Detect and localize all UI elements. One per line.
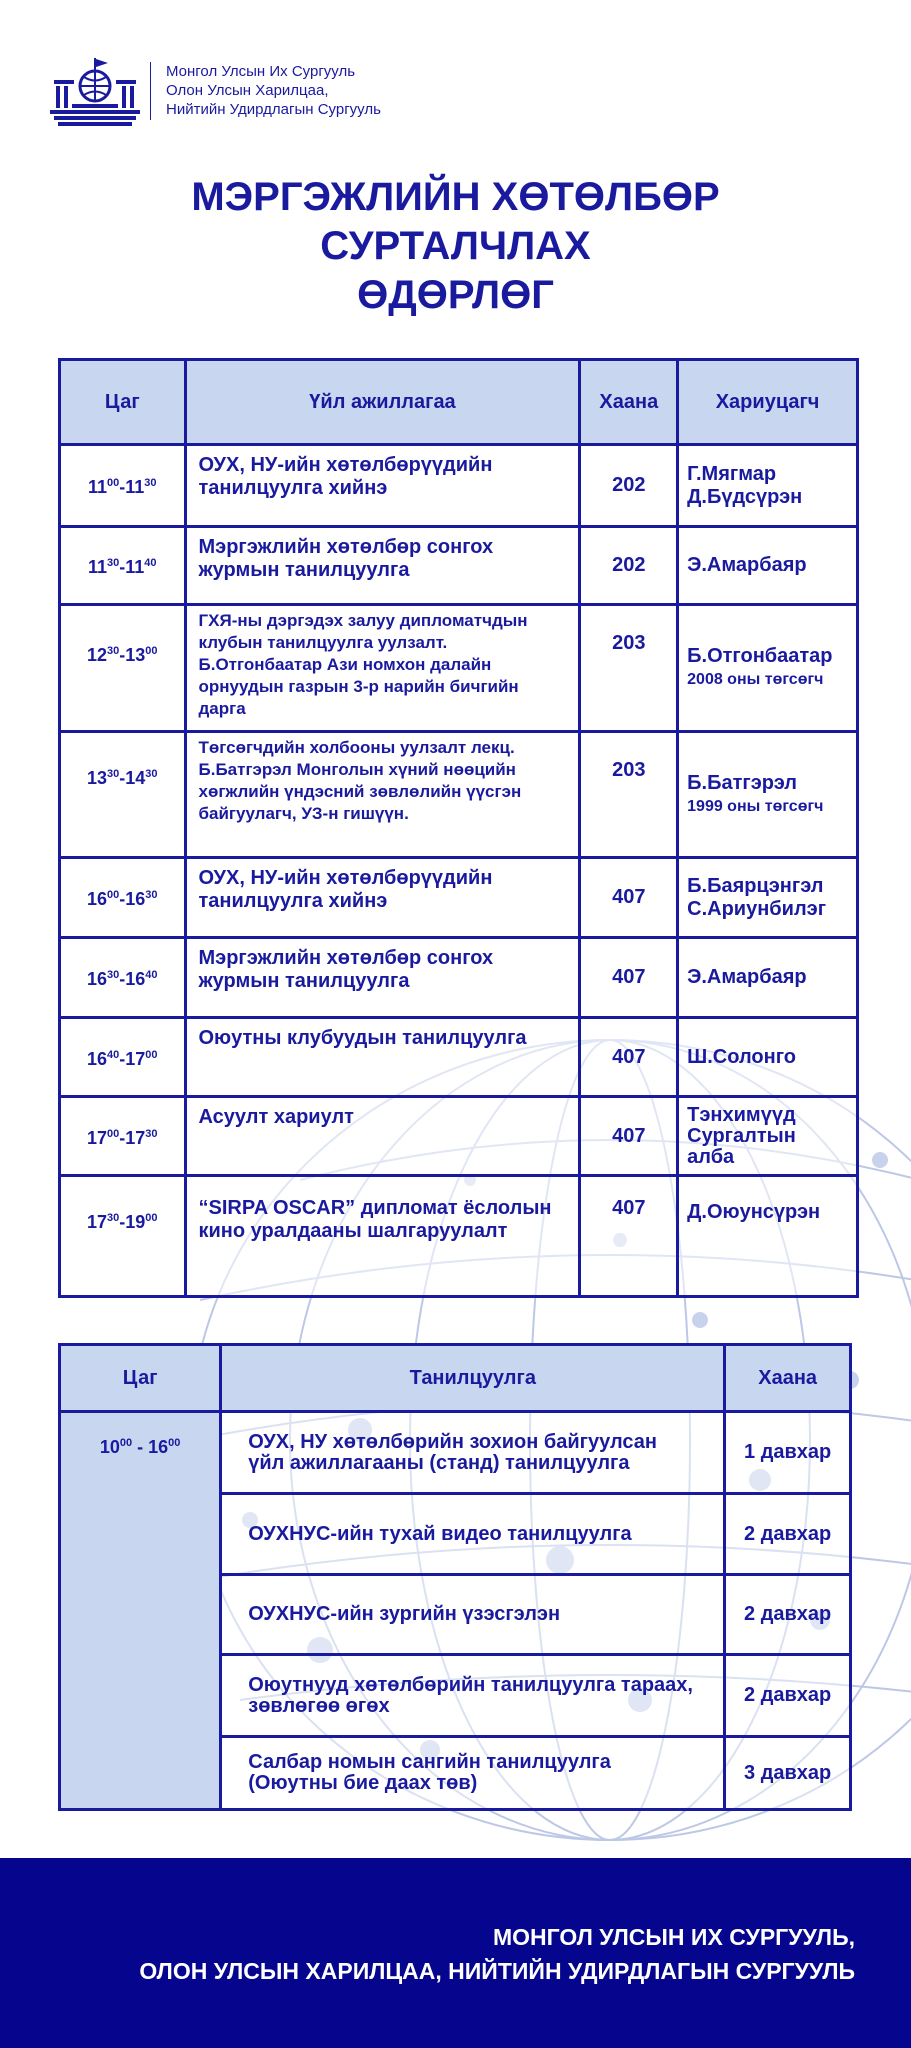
- responsible-cell: Э.Амарбаяр: [678, 527, 858, 605]
- table-row: [60, 1018, 858, 1097]
- logo-text-line-3: Нийтийн Удирдлагын Сургууль: [166, 101, 381, 118]
- time-cell: $11^{30}-11^{40}$: [60, 527, 186, 605]
- intro-header-intro: Танилцуулга: [221, 1345, 725, 1412]
- responsible-cell: Э.Амарбаяр: [678, 938, 858, 1018]
- time-cell: $16^{00}-16^{30}$: [60, 858, 186, 938]
- activity-cell: “SIRPA OSCAR” дипломат ёслолын кино уралдааны шалгаруулалт: [185, 1176, 580, 1297]
- activity-cell: Төгсөгчдийн холбооны уулзалт лекц. Б.Батгэрэл Монголын хүний нөөцийн хөгжлийн үндэсний зөвлөлийн үүсгэн байгуулагч, УЗ-н гишүүн.: [185, 732, 580, 858]
- university-logo-icon: [50, 58, 140, 130]
- intro-room-cell: 2 давхар: [725, 1575, 851, 1655]
- room-cell: 407: [580, 1097, 678, 1176]
- page-title: [0, 173, 911, 320]
- responsible-cell: Д.Оюунсүрэн: [678, 1176, 858, 1297]
- table-row: [60, 858, 858, 938]
- footer-text: [139, 1920, 855, 1988]
- activity-cell: ОУХ, НУ-ийн хөтөлбөрүүдийн танилцуулга хийнэ: [185, 445, 580, 527]
- intro-room-cell: 1 давхар: [725, 1412, 851, 1494]
- intro-table: [58, 1343, 852, 1811]
- activity-cell: Асуулт хариулт: [185, 1097, 580, 1176]
- logo-divider: [150, 62, 151, 120]
- responsible-cell: Ш.Солонго: [678, 1018, 858, 1097]
- time-cell: $17^{30}-19^{00}$: [60, 1176, 186, 1297]
- logo-text-line-1: Монгол Улсын Их Сургууль: [166, 63, 356, 80]
- logo-text: [166, 62, 381, 119]
- responsible-cell: Б.Баярцэнгэл С.Ариунбилэг: [678, 858, 858, 938]
- room-cell: 407: [580, 858, 678, 938]
- intro-cell: ОУХНУС-ийн тухай видео танилцуулга: [221, 1494, 725, 1575]
- room-cell: 202: [580, 445, 678, 527]
- header-responsible: Хариуцагч: [678, 360, 858, 445]
- time-cell: $13^{30}-14^{30}$: [60, 732, 186, 858]
- time-cell: $11^{00}-11^{30}$: [60, 445, 186, 527]
- intro-header-room: Хаана: [725, 1345, 851, 1412]
- time-cell: $17^{00}-17^{30}$: [60, 1097, 186, 1176]
- footer-line-2: ОЛОН УЛСЫН ХАРИЛЦАА, НИЙТИЙН УДИРДЛАГЫН СУРГУУЛЬ: [139, 1958, 855, 1984]
- responsible-cell: Тэнхимүүд Сургалтын алба: [678, 1097, 858, 1176]
- title-line-1: МЭРГЭЖЛИЙН ХӨТӨЛБӨР: [191, 175, 720, 219]
- table-row: [60, 527, 858, 605]
- activity-cell: Мэргэжлийн хөтөлбөр сонгох журмын танилцуулга: [185, 527, 580, 605]
- room-cell: 407: [580, 938, 678, 1018]
- table-row: [60, 1097, 858, 1176]
- room-cell: 203: [580, 732, 678, 858]
- header-activity: Үйл ажиллагаа: [185, 360, 580, 445]
- header-room: Хаана: [580, 360, 678, 445]
- intro-room-cell: 3 давхар: [725, 1737, 851, 1810]
- schedule-header-row: [60, 360, 858, 445]
- room-cell: 202: [580, 527, 678, 605]
- responsible-cell: Б.Батгэрэл 1999 оны төгсөгч: [678, 732, 858, 858]
- header-time: Цаг: [60, 360, 186, 445]
- table-row: [60, 938, 858, 1018]
- table-row: [60, 1176, 858, 1297]
- time-cell: $16^{30}-16^{40}$: [60, 938, 186, 1018]
- room-cell: 407: [580, 1176, 678, 1297]
- responsible-cell: Г.Мягмар Д.Бүдсүрэн: [678, 445, 858, 527]
- activity-cell: Мэргэжлийн хөтөлбөр сонгох журмын танилцуулга: [185, 938, 580, 1018]
- intro-cell: ОУХНУС-ийн зургийн үзэсгэлэн: [221, 1575, 725, 1655]
- intro-room-cell: 2 давхар: [725, 1494, 851, 1575]
- intro-header-row: [60, 1345, 851, 1412]
- intro-cell: Салбар номын сангийн танилцуулга (Оюутны бие даах төв): [221, 1737, 725, 1810]
- room-cell: 407: [580, 1018, 678, 1097]
- logo-text-line-2: Олон Улсын Харилцаа,: [166, 82, 329, 99]
- activity-cell: Оюутны клубуудын танилцуулга: [185, 1018, 580, 1097]
- intro-time-cell: $10^{00} - 16^{00}$: [60, 1412, 221, 1810]
- table-row: [60, 1412, 851, 1494]
- intro-header-time: Цаг: [60, 1345, 221, 1412]
- activity-cell: ГХЯ-ны дэргэдэх залуу дипломатчдын клубын танилцуулга уулзалт. Б.Отгонбаатар Ази номхон далайн орнуудын газрын 3-р нарийн бичгийн дарга: [185, 605, 580, 732]
- time-cell: $12^{30}-13^{00}$: [60, 605, 186, 732]
- intro-cell: ОУХ, НУ хөтөлбөрийн зохион байгуулсан үйл ажиллагааны (станд) танилцуулга: [221, 1412, 725, 1494]
- title-line-2: СУРТАЛЧЛАХ: [320, 224, 591, 268]
- table-row: [60, 605, 858, 732]
- room-cell: 203: [580, 605, 678, 732]
- intro-cell: Оюутнууд хөтөлбөрийн танилцуулга тараах, зөвлөгөө өгөх: [221, 1655, 725, 1737]
- table-row: [60, 445, 858, 527]
- footer-line-1: МОНГОЛ УЛСЫН ИХ СУРГУУЛЬ,: [493, 1924, 855, 1950]
- title-line-3: ӨДӨРЛӨГ: [357, 273, 554, 317]
- intro-room-cell: 2 давхар: [725, 1655, 851, 1737]
- activity-cell: ОУХ, НУ-ийн хөтөлбөрүүдийн танилцуулга хийнэ: [185, 858, 580, 938]
- table-row: [60, 732, 858, 858]
- schedule-table: [58, 358, 859, 1298]
- responsible-cell: Б.Отгонбаатар 2008 оны төгсөгч: [678, 605, 858, 732]
- footer-banner: [0, 1858, 911, 2048]
- time-cell: $16^{40}-17^{00}$: [60, 1018, 186, 1097]
